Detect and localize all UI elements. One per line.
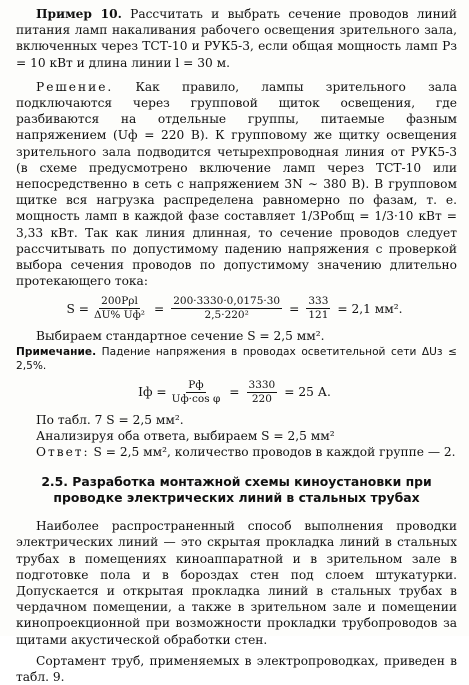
- solution-paragraph: [16, 79, 457, 290]
- formula1-fraction-3: [306, 295, 330, 322]
- example-title: Пример 10.: [36, 7, 122, 21]
- note-label: Примечание.: [16, 345, 97, 358]
- formula1-fraction-2: [171, 295, 282, 322]
- formula1-f1-den: ΔU% Uф²: [93, 309, 146, 322]
- table-reference-line: По табл. 7 S = 2,5 мм².: [36, 412, 184, 427]
- body-paragraph-2: Сортамент труб, применяемых в электропроводках, приведен в табл. 9.: [16, 653, 457, 685]
- formula1-lhs: S =: [66, 301, 89, 316]
- note-line: [16, 345, 457, 373]
- answer-label: Ответ:: [36, 445, 90, 460]
- section-heading: 2.5. Разработка монтажной схемы киноустановки при проводке электрических линий в стальных трубах: [41, 474, 432, 506]
- answer-text: S = 2,5 мм², количество проводов в каждой группе — 2.: [93, 445, 456, 460]
- formula1-f3-num: 333: [308, 295, 329, 308]
- choose-standard-line: Выбираем стандартное сечение S = 2,5 мм².: [36, 329, 325, 344]
- formula2-f2-den: 220: [251, 392, 272, 405]
- formula1-f2-num: 200·3330·0,0175·30: [173, 295, 281, 308]
- note-text: Падение напряжения в проводах осветительной сети ΔUз ≤ 2,5%.: [16, 345, 457, 372]
- formula2-f2-num: 3330: [248, 378, 276, 391]
- formula1-f2-den: 2,5·220²: [204, 309, 249, 322]
- solution-label: Решение.: [36, 79, 114, 94]
- formula2-lhs: Iф =: [138, 385, 167, 400]
- body-paragraph-1: Наиболее распространенный способ выполнения проводки электрических линий — это скрытая прокладка линий в стальных трубах в помещениях киноаппаратной и в зрительном зале в подготовке пола и в бороздах стен под слоем штукатурки. Допускается и открытая прокладка линий в стальных трубах в чердачном помещении, а также в зрительном зале и помещении кинопроекционной при возможности прокладки трубопроводов за щитами акустической обработки стен.: [16, 519, 457, 647]
- formula2-fraction-2: [247, 379, 278, 406]
- solution-text: Как правило, лампы зрительного зала подключаются через групповой щиток освещения, где разбиваются на отдельные группы, питаемые фазным напряжением (Uф = 220 В). К групповому же щитку освещения зрительного зала подводится четырехпроводная линия от РУК5-3 (в схеме предусмотрено включение ламп через ТСТ-10 или непосредственно в сеть с напряжением 3N ∼ 380 В). В групповом щитке вся нагрузка распределена равномерно по фазам, т. е. мощность ламп в каждой фазе составляет 1/3Pобщ = 1/3·10 кВт = 3,33 кВт. Так как линия длинная, то сечение проводов следует рассчитывать по допустимому падению напряжения с проверкой выбора сечения проводов по допустимому значению длительно протекающего тока:: [16, 79, 457, 289]
- formula2-result: = 25 А.: [284, 385, 331, 400]
- answer-line: [16, 444, 457, 460]
- formula-cross-section: S = $\frac{\text{200Pρl}}{\text{ΔU\% Uф²}}$ = $\frac{200\cdot 3330\cdot 0,0175\cdot 30}{\text{2,5·220²}}$ = $\frac{333}{121}$ = 2,1 мм².: [66, 295, 403, 322]
- formula-current: Iф = $\frac{Pф}{\text{Uф·cos φ}}$ = $\frac{3330}{220}$ = 25 А.: [138, 378, 331, 405]
- formula2-f1-num: Pф: [188, 378, 204, 391]
- formula1-f3-den: 121: [308, 309, 329, 322]
- formula2-fraction-1: [170, 379, 223, 406]
- analysis-line: Анализируя оба ответа, выбираем S = 2,5 мм²: [36, 428, 335, 443]
- formula1-result: = 2,1 мм².: [337, 301, 403, 316]
- example-paragraph: [16, 6, 457, 71]
- formula1-fraction-1: [92, 295, 147, 322]
- formula2-f1-den: Uф·cos φ: [171, 392, 221, 405]
- example-text: Рассчитать и выбрать сечение проводов линий питания ламп накаливания рабочего освещения зрительного зала, включенных через ТСТ-10 и РУК5-3, если общая мощность ламп Pз = 10 кВт и длина линии l = 30 м.: [16, 7, 458, 70]
- formula1-f1-num: 200Pρl: [101, 295, 138, 308]
